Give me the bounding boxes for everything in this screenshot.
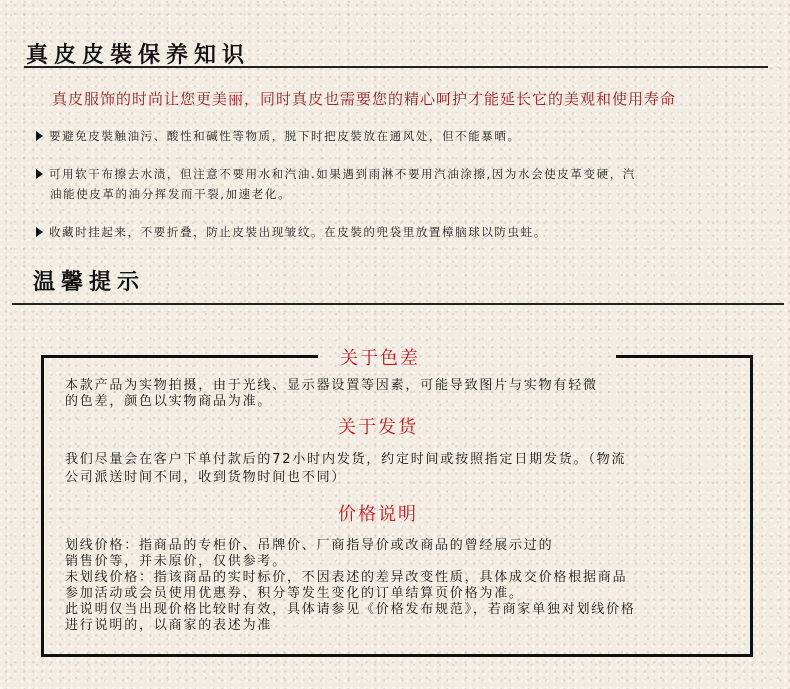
care-section-title: 真皮皮裝保养知识: [26, 43, 251, 68]
care-bullet-1-text: 要避免皮裝触油污、酸性和碱性等物质，脱下时把皮裝放在通风处，但不能暴晒。: [49, 129, 521, 143]
color-difference-line-1: 本款产品为实物拍摄，由于光线、显示器设置等因素，可能导致图片与实物有轻微: [65, 378, 598, 393]
color-difference-text: [65, 378, 598, 410]
tips-title-divider: [12, 303, 784, 305]
tips-section-title: 温馨提示: [33, 270, 146, 295]
care-bullet-1: [36, 126, 521, 146]
price-note-line-5: 此说明仅当出现价格比较时有效，具体请参见《价格发布规范》，若商家单独对划线价格: [65, 602, 636, 617]
price-note-line-4: 参加活动或会员使用优惠券、积分等发生变化的订单结算页价格为准。: [65, 586, 524, 601]
shipping-line-1: 我们尽量会在客户下单付款后的72小时内发货，约定时间或按照指定日期发货。（物流: [65, 452, 627, 467]
care-bullet-2: [36, 164, 636, 204]
care-bullet-3: [36, 222, 547, 242]
price-note-line-1: 划线价格：指商品的专柜价、吊牌价、厂商指导价或改商品的曾经展示过的: [65, 538, 554, 553]
notice-box-top-border-right: [616, 355, 750, 358]
price-note-heading: 价格说明: [338, 504, 418, 525]
notice-box-top-border-left: [41, 355, 318, 358]
color-difference-heading: 关于色差: [340, 348, 420, 369]
care-bullet-3-text: 收藏时挂起来，不要折叠，防止皮裝出现皱纹。在皮裝的兜袋里放置樟脑球以防虫蛀。: [49, 225, 547, 239]
shipping-text: [65, 451, 626, 487]
price-note-text: [65, 538, 636, 634]
price-note-line-6: 进行说明的，以商家的表述为准: [65, 618, 273, 633]
care-bullet-2-text-line2: 油能使皮革的油分挥发而干裂,加速老化。: [50, 187, 292, 201]
shipping-heading: 关于发货: [338, 417, 418, 438]
arrow-right-icon: [36, 131, 43, 141]
care-bullet-2-text: 可用软干布擦去水渍，但注意不要用水和汽油.如果遇到雨淋不要用汽油涂擦,因为水会使皮革变硬，汽: [49, 167, 636, 181]
arrow-right-icon: [36, 169, 43, 179]
shipping-line-2: 公司派送时间不同，收到货物时间也不同）: [65, 470, 347, 485]
price-note-line-3: 未划线价格：指该商品的实时标价，不因表述的差异改变性质，具体成交价格根据商品: [65, 570, 628, 585]
price-note-line-2: 销售价等，并未原价，仅供参考。: [65, 554, 288, 569]
care-subtitle: 真皮服饰的时尚让您更美丽，同时真皮也需要您的精心呵护才能延长它的美观和使用寿命: [52, 90, 677, 108]
color-difference-line-2: 的色差，颜色以实物商品为准。: [65, 394, 273, 409]
arrow-right-icon: [36, 227, 43, 237]
care-title-divider: [24, 66, 768, 68]
